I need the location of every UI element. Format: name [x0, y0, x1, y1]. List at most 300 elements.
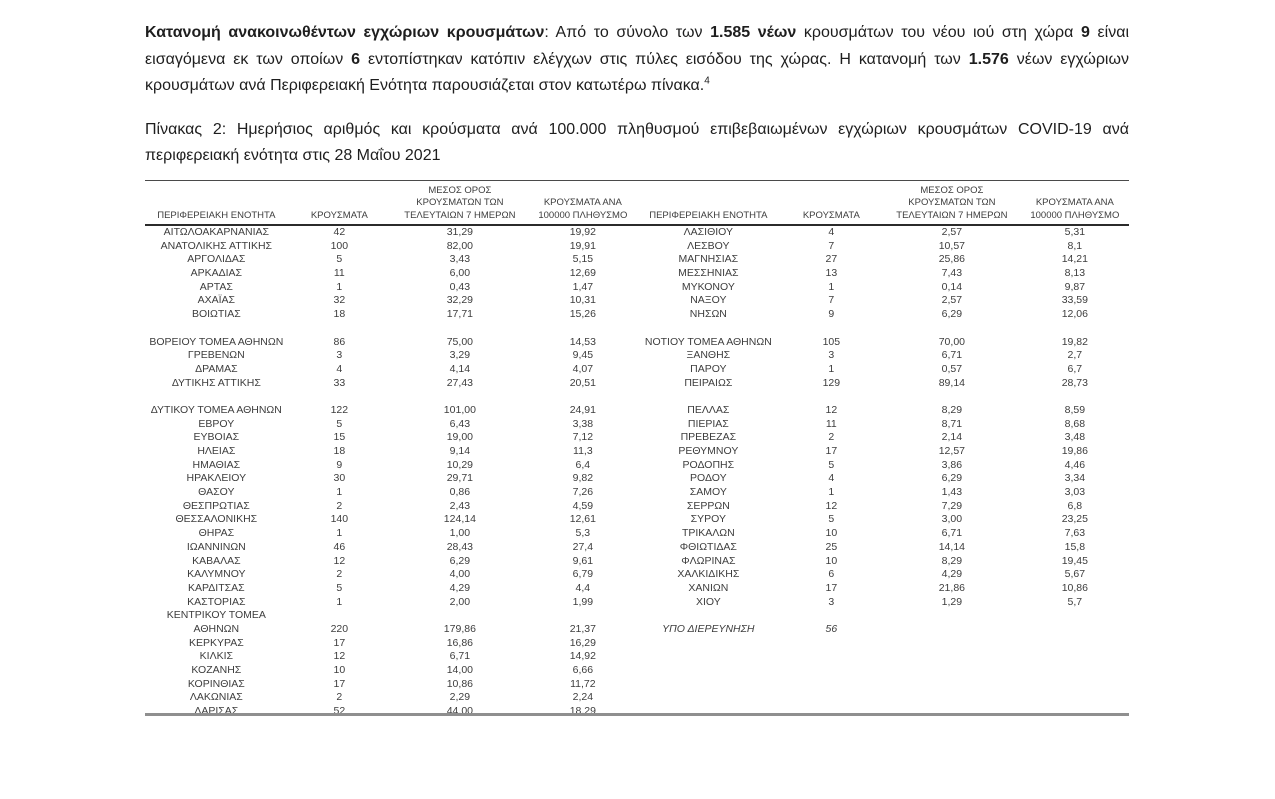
per100k-cell: 19,86	[1061, 445, 1088, 457]
cases-cell: 15	[333, 431, 346, 444]
region-cell: ΧΙΟΥ	[695, 595, 721, 608]
cases-cell: 2	[828, 431, 835, 444]
table-row	[145, 582, 637, 596]
region-cell: ΗΜΑΘΙΑΣ	[192, 458, 241, 471]
per100k-cell: 14,92	[569, 650, 596, 663]
table-row	[637, 582, 1129, 596]
avg7-cell: 3,43	[449, 253, 471, 266]
region-cell: ΚΑΡΔΙΤΣΑΣ	[188, 581, 245, 594]
region-cell: ΞΑΝΘΗΣ	[686, 349, 731, 362]
per100k-cell: 5,31	[1064, 226, 1086, 238]
avg7-cell: 1,00	[449, 527, 471, 540]
per100k-cell: 27,4	[572, 540, 594, 553]
table-row	[145, 486, 637, 500]
per100k-cell: 9,45	[572, 349, 594, 362]
region-cell: ΛΑΡΙΣΑΣ	[194, 705, 239, 718]
region-cell: ΚΙΛΚΙΣ	[199, 650, 234, 663]
region-cell: ΝΗΣΩΝ	[689, 308, 727, 321]
cases-cell: 30	[333, 472, 346, 485]
table-row	[637, 596, 1129, 610]
per100k-cell: 4,46	[1064, 458, 1086, 471]
region-cell: ΠΕΙΡΑΙΩΣ	[684, 376, 733, 389]
table-row	[637, 240, 1129, 254]
per100k-cell: 5,7	[1067, 595, 1083, 608]
avg7-cell: 14,14	[938, 540, 965, 553]
table-row	[145, 664, 637, 678]
region-cell: ΗΡΑΚΛΕΙΟΥ	[186, 472, 247, 485]
region-cell: ΕΥΒΟΙΑΣ	[193, 431, 240, 444]
cases-cell: 25	[825, 540, 838, 553]
table-row	[637, 486, 1129, 500]
cases-cell: 3	[336, 349, 343, 362]
cases-table	[145, 180, 1129, 716]
table-row	[637, 459, 1129, 473]
table-row-blank	[637, 609, 1129, 623]
avg7-cell	[883, 678, 1021, 692]
table-row	[637, 377, 1129, 391]
per100k-cell	[1021, 691, 1129, 705]
avg7-cell	[883, 691, 1021, 705]
cases-cell	[780, 637, 883, 651]
table-row	[637, 267, 1129, 281]
intro-paragraph	[145, 20, 1129, 100]
avg7-cell	[883, 322, 1021, 336]
per100k-cell: 9,82	[572, 472, 594, 485]
cases-cell: 122	[330, 403, 349, 416]
per100k-cell: 18,29	[569, 705, 596, 718]
cases-cell	[780, 691, 883, 705]
col-header-line: ΠΕΡΙΦΕΡΕΙΑΚΗ ΕΝΟΤΗΤΑ	[157, 209, 276, 221]
per100k-cell	[529, 390, 637, 404]
col-header-line: ΚΡΟΥΣΜΑΤΑ	[802, 209, 860, 221]
table-row	[145, 253, 637, 267]
cases-cell: 12	[825, 499, 838, 512]
per100k-cell	[529, 322, 637, 336]
cases-cell: 1	[828, 362, 835, 375]
table-row	[145, 267, 637, 281]
per100k-cell: 8,1	[1067, 239, 1083, 252]
per100k-cell: 2,7	[1067, 349, 1083, 362]
avg7-cell	[883, 390, 1021, 404]
region-cell: ΚΟΡΙΝΘΙΑΣ	[187, 677, 245, 690]
per100k-cell: 11,72	[570, 677, 596, 690]
per100k-cell: 14,53	[569, 335, 596, 348]
region-cell: ΔΥΤΙΚΗΣ ΑΤΤΙΚΗΣ	[171, 376, 261, 389]
per100k-cell: 12,06	[1061, 308, 1088, 321]
per100k-cell: 24,91	[569, 403, 596, 416]
table-row	[145, 555, 637, 569]
per100k-cell: 16,29	[569, 636, 596, 649]
table-row	[637, 500, 1129, 514]
per100k-cell: 5,3	[575, 527, 591, 540]
avg7-cell: 82,00	[446, 239, 473, 252]
avg7-cell: 6,29	[449, 554, 471, 567]
cases-cell: 6	[828, 568, 835, 581]
col-header-per100k	[1021, 197, 1129, 222]
footnote-marker: 4	[704, 75, 710, 87]
col-header-line: ΚΡΟΥΣΜΑΤΑ	[310, 209, 368, 221]
table-row-blank	[637, 650, 1129, 664]
per100k-cell: 6,66	[572, 664, 594, 676]
table-row	[145, 568, 637, 582]
cases-cell: 52	[333, 705, 346, 718]
table-row	[145, 596, 637, 610]
table-row	[145, 336, 637, 350]
table-row-blank	[637, 691, 1129, 705]
region-cell	[637, 691, 780, 705]
per100k-cell: 5,67	[1064, 568, 1086, 581]
per100k-cell: 12,69	[569, 267, 596, 280]
col-header-cases	[288, 210, 391, 223]
region-cell: ΜΕΣΣΗΝΙΑΣ	[678, 267, 739, 280]
per100k-cell: 10,86	[1061, 581, 1088, 594]
avg7-cell: 8,29	[941, 403, 963, 416]
cases-cell	[780, 390, 883, 404]
cases-cell: 33	[333, 376, 346, 389]
cases-cell: 1	[336, 595, 343, 608]
col-header-line: ΚΡΟΥΣΜΑΤΩΝ ΤΩΝ	[908, 197, 996, 208]
avg7-cell: 4,14	[449, 362, 471, 375]
table-row	[145, 418, 637, 432]
region-cell: ΘΗΡΑΣ	[198, 527, 235, 540]
cases-cell: 17	[825, 445, 838, 457]
per100k-cell	[1021, 623, 1129, 637]
cases-cell: 11	[825, 417, 837, 430]
avg7-cell: 0,57	[941, 362, 963, 375]
cases-cell: 2	[336, 568, 343, 581]
cases-cell	[780, 609, 883, 623]
avg7-cell: 6,71	[449, 650, 471, 663]
cases-cell: 9	[828, 308, 835, 321]
table-row	[637, 253, 1129, 267]
per100k-cell: 5,15	[572, 253, 594, 266]
region-cell: ΒΟΙΩΤΙΑΣ	[191, 308, 241, 321]
per100k-cell: 19,92	[569, 226, 596, 238]
avg7-cell: 6,71	[941, 527, 963, 540]
table-row-blank	[637, 390, 1129, 404]
avg7-cell	[391, 322, 529, 336]
region-cell: ΔΥΤΙΚΟΥ ΤΟΜΕΑ ΑΘΗΝΩΝ	[150, 403, 282, 416]
cases-cell: 140	[330, 513, 349, 526]
table-row-blank	[637, 678, 1129, 692]
region-cell: ΝΑΞΟΥ	[690, 294, 727, 307]
table-row	[637, 555, 1129, 569]
avg7-cell: 70,00	[938, 335, 965, 348]
avg7-cell: 2,43	[449, 499, 471, 512]
avg7-cell: 6,43	[449, 417, 471, 430]
table-row	[145, 226, 637, 240]
per100k-cell: 15,26	[569, 308, 596, 321]
region-cell: ΑΧΑΪΑΣ	[197, 294, 236, 307]
table-row	[637, 349, 1129, 363]
region-cell: ΑΡΤΑΣ	[199, 280, 233, 293]
col-header-region	[145, 210, 288, 223]
avg7-cell: 21,86	[938, 581, 965, 594]
avg7-cell: 75,00	[446, 335, 473, 348]
per100k-cell: 14,21	[1061, 253, 1088, 266]
table-row	[145, 377, 637, 391]
intro-text-run: είναι εισαγόμενα εκ των οποίων	[145, 24, 1130, 68]
region-cell: ΘΕΣΣΑΛΟΝΙΚΗΣ	[175, 513, 258, 526]
col-header-line: 100000 ΠΛΗΘΥΣΜΟ	[538, 209, 628, 221]
table-row	[145, 363, 637, 377]
avg7-cell: 2,57	[941, 226, 963, 238]
table-row	[145, 240, 637, 254]
cases-cell: 10	[825, 554, 838, 567]
table-row	[145, 500, 637, 514]
col-header-line: ΜΕΣΟΣ ΟΡΟΣ	[920, 184, 984, 196]
cases-cell: 17	[333, 677, 346, 690]
avg7-cell: 3,86	[941, 458, 963, 471]
avg7-cell: 29,71	[446, 472, 473, 485]
cases-cell: 4	[336, 362, 343, 375]
avg7-cell: 89,14	[938, 376, 965, 389]
table-row-blank	[145, 390, 637, 404]
table-row	[145, 445, 637, 459]
intro-bold-run: 9	[1080, 24, 1090, 41]
cases-cell: 220	[330, 622, 349, 635]
region-cell: ΜΥΚΟΝΟΥ	[681, 280, 735, 293]
per100k-cell: 19,45	[1061, 554, 1088, 567]
per100k-cell: 15,8	[1064, 540, 1086, 553]
cases-cell: 17	[333, 636, 346, 649]
per100k-cell: 23,25	[1061, 513, 1088, 526]
table-row	[145, 527, 637, 541]
avg7-cell: 16,86	[446, 636, 473, 649]
avg7-cell: 1,29	[941, 595, 963, 608]
per100k-cell: 19,82	[1061, 335, 1088, 348]
avg7-cell	[883, 650, 1021, 664]
avg7-cell: 7,43	[941, 267, 963, 280]
cases-cell: 17	[825, 581, 838, 594]
region-cell: ΛΕΣΒΟΥ	[687, 239, 730, 252]
avg7-cell: 2,29	[449, 691, 471, 704]
avg7-cell: 19,00	[446, 431, 473, 444]
region-cell: ΚΕΡΚΥΡΑΣ	[188, 636, 244, 649]
region-cell: ΘΑΣΟΥ	[198, 486, 235, 499]
table-row	[145, 459, 637, 473]
region-cell: ΓΡΕΒΕΝΩΝ	[187, 349, 245, 362]
region-cell: ΔΡΑΜΑΣ	[195, 362, 238, 375]
cases-cell: 18	[333, 308, 346, 321]
per100k-cell: 4,4	[575, 581, 591, 594]
region-cell: ΤΡΙΚΑΛΩΝ	[681, 527, 735, 540]
cases-cell: 46	[333, 540, 346, 553]
region-cell: ΑΡΓΟΛΙΔΑΣ	[187, 253, 246, 266]
col-header-line: ΤΕΛΕΥΤΑΙΩΝ 7 ΗΜΕΡΩΝ	[404, 209, 516, 221]
table-row	[637, 363, 1129, 377]
table-row	[637, 418, 1129, 432]
col-header-line: ΤΕΛΕΥΤΑΙΩΝ 7 ΗΜΕΡΩΝ	[896, 209, 1008, 221]
cases-cell: 2	[336, 499, 343, 512]
per100k-cell	[1021, 637, 1129, 651]
avg7-cell	[883, 664, 1021, 678]
avg7-cell: 6,29	[941, 472, 963, 485]
region-cell	[637, 678, 780, 692]
avg7-cell: 3,29	[449, 349, 471, 362]
table-row	[637, 404, 1129, 418]
avg7-cell: 8,71	[941, 417, 963, 430]
region-cell: ΚΟΖΑΝΗΣ	[191, 664, 242, 676]
cases-cell: 12	[333, 554, 346, 567]
cases-cell: 7	[828, 239, 835, 252]
col-header-line: 100000 ΠΛΗΘΥΣΜΟ	[1030, 209, 1120, 221]
region-cell: ΗΛΕΙΑΣ	[197, 445, 236, 457]
cases-cell	[780, 678, 883, 692]
per100k-cell: 9,61	[572, 554, 594, 567]
cases-cell: 1	[828, 486, 835, 499]
intro-bold-run: 6	[351, 50, 361, 68]
cases-cell	[288, 609, 391, 623]
avg7-cell: 17,71	[446, 308, 473, 321]
avg7-cell: 44,00	[446, 705, 473, 718]
cases-cell: 4	[828, 472, 835, 485]
cases-cell: 2	[336, 691, 343, 704]
table-row	[145, 650, 637, 664]
col-header-cases	[780, 210, 883, 223]
col-header-avg7	[391, 185, 529, 223]
cases-cell: 105	[822, 335, 841, 348]
intro-text-run: εντοπίστηκαν κατόπιν ελέγχων στις πύλες εισόδου της χώρας. Η κατανομή των	[360, 50, 969, 68]
avg7-cell: 2,57	[941, 294, 963, 307]
table-row	[145, 404, 637, 418]
table-body-right-half	[637, 226, 1129, 719]
per100k-cell: 4,59	[572, 499, 594, 512]
per100k-cell	[1021, 609, 1129, 623]
cases-cell	[288, 322, 391, 336]
avg7-cell: 25,86	[938, 253, 965, 266]
table-row	[145, 349, 637, 363]
avg7-cell: 4,29	[449, 581, 471, 594]
per100k-cell: 12,61	[569, 513, 596, 526]
cases-cell: 42	[333, 226, 346, 238]
cases-cell: 27	[825, 253, 838, 266]
per100k-cell	[529, 609, 637, 623]
table-row-group-label	[145, 609, 637, 623]
avg7-cell: 6,71	[941, 349, 963, 362]
region-cell	[145, 322, 288, 336]
region-cell: ΠΡΕΒΕΖΑΣ	[680, 431, 737, 444]
cases-cell: 1	[336, 280, 343, 293]
avg7-cell: 0,43	[449, 280, 471, 293]
region-cell: ΚΕΝΤΡΙΚΟΥ ΤΟΜΕΑ	[166, 609, 266, 622]
table-caption: Πίνακας 2: Ημερήσιος αριθμός και κρούσματα ανά 100.000 πληθυσμού επιβεβαιωμένων εγχώριων κρουσμάτων COVID-19 ανά περιφερειακή ενότητα στις 28 Μαΐου 2021	[145, 120, 1129, 164]
cases-cell: 86	[333, 335, 346, 348]
per100k-cell: 3,48	[1064, 431, 1086, 444]
table-row	[637, 336, 1129, 350]
avg7-cell: 10,86	[446, 677, 473, 690]
per100k-cell: 6,4	[575, 458, 591, 471]
table-row	[637, 513, 1129, 527]
per100k-cell: 20,51	[569, 376, 596, 389]
region-cell: ΡΟΔΟΥ	[690, 472, 727, 485]
cases-cell: 1	[336, 527, 343, 540]
per100k-cell	[1021, 678, 1129, 692]
avg7-cell	[391, 609, 529, 623]
table-row	[145, 541, 637, 555]
cases-cell: 11	[333, 267, 345, 280]
col-header-line: ΜΕΣΟΣ ΟΡΟΣ	[428, 184, 492, 196]
cases-cell: 1	[828, 280, 835, 293]
intro-bold-run: 1.585 νέων	[710, 24, 797, 41]
region-cell	[637, 390, 780, 404]
cases-cell: 5	[828, 513, 835, 526]
region-cell: ΦΘΙΩΤΙΔΑΣ	[679, 540, 737, 553]
per100k-cell: 28,73	[1061, 376, 1088, 389]
per100k-cell	[1021, 650, 1129, 664]
cases-cell: 13	[825, 267, 838, 280]
cases-cell: 5	[336, 253, 343, 266]
per100k-cell: 6,8	[1067, 499, 1083, 512]
document-content	[145, 20, 1129, 716]
region-cell: ΑΙΤΩΛΟΑΚΑΡΝΑΝΙΑΣ	[163, 226, 270, 238]
avg7-cell: 14,00	[446, 664, 473, 676]
cases-cell: 56	[825, 622, 838, 635]
region-cell	[637, 609, 780, 623]
per100k-cell: 1,99	[572, 595, 594, 608]
per100k-cell: 7,26	[572, 486, 594, 499]
per100k-cell: 11,3	[573, 445, 593, 457]
per100k-cell: 3,34	[1064, 472, 1086, 485]
avg7-cell: 101,00	[443, 403, 476, 416]
table-body-left-half	[145, 226, 637, 719]
col-header-line: ΚΡΟΥΣΜΑΤΑ ΑΝΑ	[1035, 197, 1114, 208]
table-row	[637, 541, 1129, 555]
avg7-cell: 31,29	[446, 226, 473, 238]
cases-cell: 9	[336, 458, 343, 471]
table-row	[637, 226, 1129, 240]
region-cell: ΑΘΗΝΩΝ	[193, 622, 240, 635]
avg7-cell: 7,29	[941, 499, 963, 512]
table-row	[637, 431, 1129, 445]
region-cell: ΕΒΡΟΥ	[198, 417, 235, 430]
region-cell	[637, 664, 780, 678]
per100k-cell: 8,59	[1064, 403, 1086, 416]
cases-cell	[780, 322, 883, 336]
region-cell: ΑΝΑΤΟΛΙΚΗΣ ΑΤΤΙΚΗΣ	[160, 239, 273, 252]
cases-cell: 3	[828, 349, 835, 362]
per100k-cell	[1021, 390, 1129, 404]
region-cell: ΣΥΡΟΥ	[690, 513, 726, 526]
table-body	[145, 226, 1129, 719]
avg7-cell: 10,29	[446, 458, 473, 471]
table-header-left-half	[145, 185, 637, 223]
region-cell: ΜΑΓΝΗΣΙΑΣ	[678, 253, 739, 266]
avg7-cell: 28,43	[446, 540, 473, 553]
avg7-cell: 2,14	[941, 431, 963, 444]
per100k-cell	[1021, 322, 1129, 336]
table-bottom-rule	[145, 713, 1129, 716]
cases-cell	[780, 650, 883, 664]
per100k-cell: 7,63	[1064, 527, 1086, 540]
table-row	[637, 308, 1129, 322]
avg7-cell: 4,29	[941, 568, 963, 581]
table-header-row	[145, 181, 1129, 227]
col-header-per100k	[529, 197, 637, 222]
cases-cell: 10	[333, 664, 346, 676]
table-row	[145, 294, 637, 308]
avg7-cell: 6,00	[449, 267, 471, 280]
cases-cell: 10	[825, 527, 838, 540]
cases-cell: 32	[333, 294, 346, 307]
table-row-blank	[145, 322, 637, 336]
region-cell: ΣΑΜΟΥ	[689, 486, 727, 499]
region-cell: ΡΟΔΟΠΗΣ	[682, 458, 735, 471]
per100k-cell: 8,68	[1064, 417, 1086, 430]
avg7-cell: 2,00	[449, 595, 471, 608]
intro-text-run: νέων εγχώριων κρουσμάτων ανά Περιφερειακή Ενότητα παρουσιάζεται στον κατωτέρω πίνακα.	[145, 50, 1129, 94]
table-row-under-investigation	[637, 623, 1129, 637]
